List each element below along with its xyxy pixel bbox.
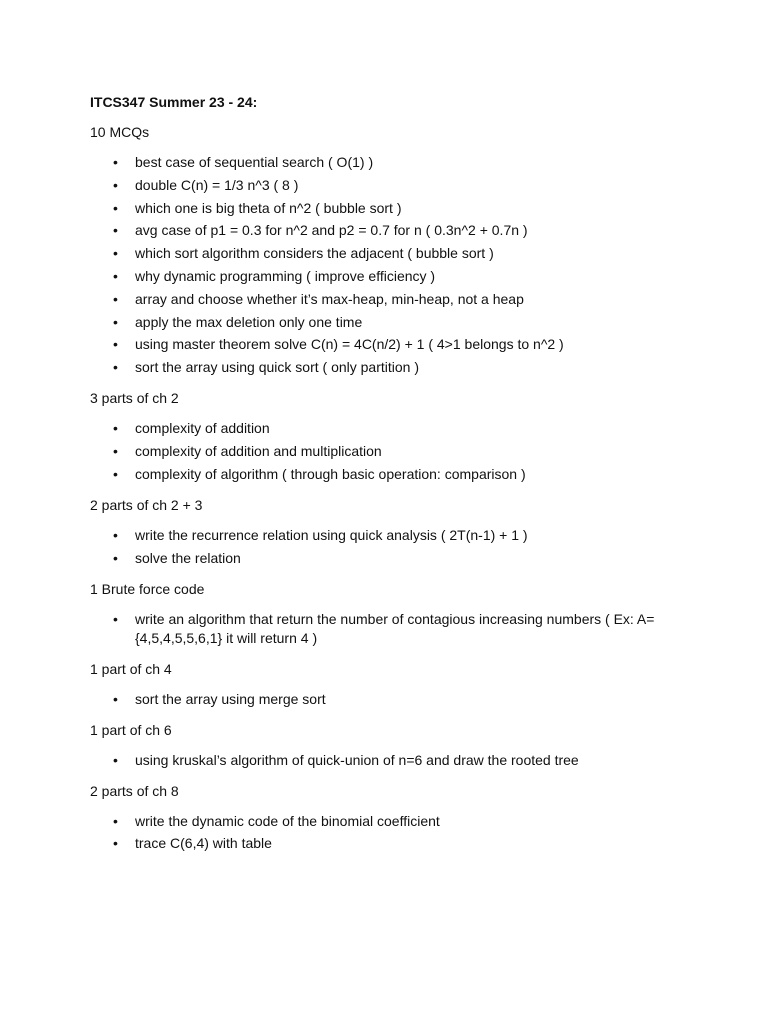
bullet-icon: • bbox=[113, 526, 118, 543]
bullet-list bbox=[90, 812, 690, 854]
bullet-list bbox=[90, 153, 690, 377]
list-item-text: complexity of addition and multiplication bbox=[135, 442, 382, 459]
list-item bbox=[90, 290, 690, 309]
list-item bbox=[90, 176, 690, 195]
section-heading: 2 parts of ch 8 bbox=[90, 782, 179, 799]
list-item bbox=[90, 221, 690, 240]
section-heading: 3 parts of ch 2 bbox=[90, 390, 179, 407]
bullet-icon: • bbox=[113, 442, 118, 459]
list-item bbox=[90, 199, 690, 218]
bullet-icon: • bbox=[113, 222, 118, 239]
bullet-icon: • bbox=[113, 465, 118, 482]
bullet-icon: • bbox=[113, 245, 118, 262]
list-item-text: double C(n) = 1/3 n^3 ( 8 ) bbox=[135, 176, 299, 193]
section bbox=[90, 496, 690, 568]
list-item-text: sort the array using merge sort bbox=[135, 690, 326, 707]
section-heading: 1 Brute force code bbox=[90, 580, 205, 597]
bullet-list bbox=[90, 419, 690, 484]
section-heading: 2 parts of ch 2 + 3 bbox=[90, 496, 203, 513]
bullet-list bbox=[90, 610, 690, 648]
bullet-icon: • bbox=[113, 420, 118, 437]
list-item-text: solve the relation bbox=[135, 549, 241, 566]
bullet-icon: • bbox=[113, 176, 118, 193]
list-item bbox=[90, 267, 690, 286]
list-item-text: using kruskal’s algorithm of quick-union of n=6 and draw the rooted tree bbox=[135, 751, 579, 768]
section bbox=[90, 721, 690, 770]
list-item bbox=[90, 549, 690, 568]
list-item-text: best case of sequential search ( O(1) ) bbox=[135, 154, 374, 170]
sections-container bbox=[90, 123, 690, 853]
section bbox=[90, 389, 690, 484]
list-item bbox=[90, 442, 690, 461]
list-item bbox=[90, 751, 690, 770]
bullet-icon: • bbox=[113, 751, 118, 768]
list-item-text: array and choose whether it’s max-heap, min-heap, not a heap bbox=[135, 290, 524, 307]
list-item bbox=[90, 244, 690, 263]
document-title: ITCS347 Summer 23 - 24: bbox=[90, 94, 258, 110]
bullet-icon: • bbox=[113, 690, 118, 707]
list-item bbox=[90, 610, 690, 648]
bullet-icon: • bbox=[113, 154, 118, 170]
bullet-icon: • bbox=[113, 267, 118, 284]
section-heading: 1 part of ch 6 bbox=[90, 721, 172, 738]
list-item bbox=[90, 313, 690, 332]
section-heading: 1 part of ch 4 bbox=[90, 660, 172, 677]
bullet-list bbox=[90, 526, 690, 568]
bullet-icon: • bbox=[113, 290, 118, 307]
list-item-text: why dynamic programming ( improve efficiency ) bbox=[135, 267, 436, 284]
list-item-text: write the dynamic code of the binomial coefficient bbox=[135, 812, 440, 829]
list-item bbox=[90, 358, 690, 377]
list-item bbox=[90, 690, 690, 709]
list-item bbox=[90, 419, 690, 438]
bullet-icon: • bbox=[113, 812, 118, 829]
list-item bbox=[90, 153, 690, 172]
list-item bbox=[90, 335, 690, 354]
bullet-icon: • bbox=[113, 610, 118, 627]
list-item-text: apply the max deletion only one time bbox=[135, 313, 363, 330]
list-item-text: which one is big theta of n^2 ( bubble sort ) bbox=[135, 199, 402, 216]
list-item bbox=[90, 812, 690, 831]
bullet-icon: • bbox=[113, 199, 118, 216]
list-item bbox=[90, 526, 690, 545]
list-item-text: avg case of p1 = 0.3 for n^2 and p2 = 0.7 for n ( 0.3n^2 + 0.7n ) bbox=[135, 222, 528, 239]
list-item bbox=[90, 834, 690, 853]
list-item bbox=[90, 465, 690, 484]
section bbox=[90, 580, 690, 648]
list-item-text: which sort algorithm considers the adjacent ( bubble sort ) bbox=[135, 245, 494, 262]
bullet-icon: • bbox=[113, 336, 118, 353]
bullet-list bbox=[90, 751, 690, 770]
bullet-icon: • bbox=[113, 359, 118, 376]
list-item-text: using master theorem solve C(n) = 4C(n/2) + 1 ( 4>1 belongs to n^2 ) bbox=[135, 336, 564, 353]
bullet-icon: • bbox=[113, 549, 118, 566]
section bbox=[90, 123, 690, 377]
list-item-text: write the recurrence relation using quick analysis ( 2T(n-1) + 1 ) bbox=[135, 526, 528, 543]
bullet-icon: • bbox=[113, 835, 118, 852]
list-item-text: trace C(6,4) with table bbox=[135, 835, 272, 852]
list-item-text: write an algorithm that return the number of contagious increasing numbers ( Ex: A={4,5,4,5,5,6,1} it will return 4 ) bbox=[135, 610, 655, 646]
list-item-text: complexity of algorithm ( through basic operation: comparison ) bbox=[135, 465, 526, 482]
list-item-text: complexity of addition bbox=[135, 420, 270, 437]
bullet-list bbox=[90, 690, 690, 709]
section-heading: 10 MCQs bbox=[90, 124, 150, 140]
section bbox=[90, 660, 690, 709]
list-item-text: sort the array using quick sort ( only partition ) bbox=[135, 359, 420, 376]
bullet-icon: • bbox=[113, 313, 118, 330]
section bbox=[90, 782, 690, 854]
document-body bbox=[90, 93, 690, 865]
